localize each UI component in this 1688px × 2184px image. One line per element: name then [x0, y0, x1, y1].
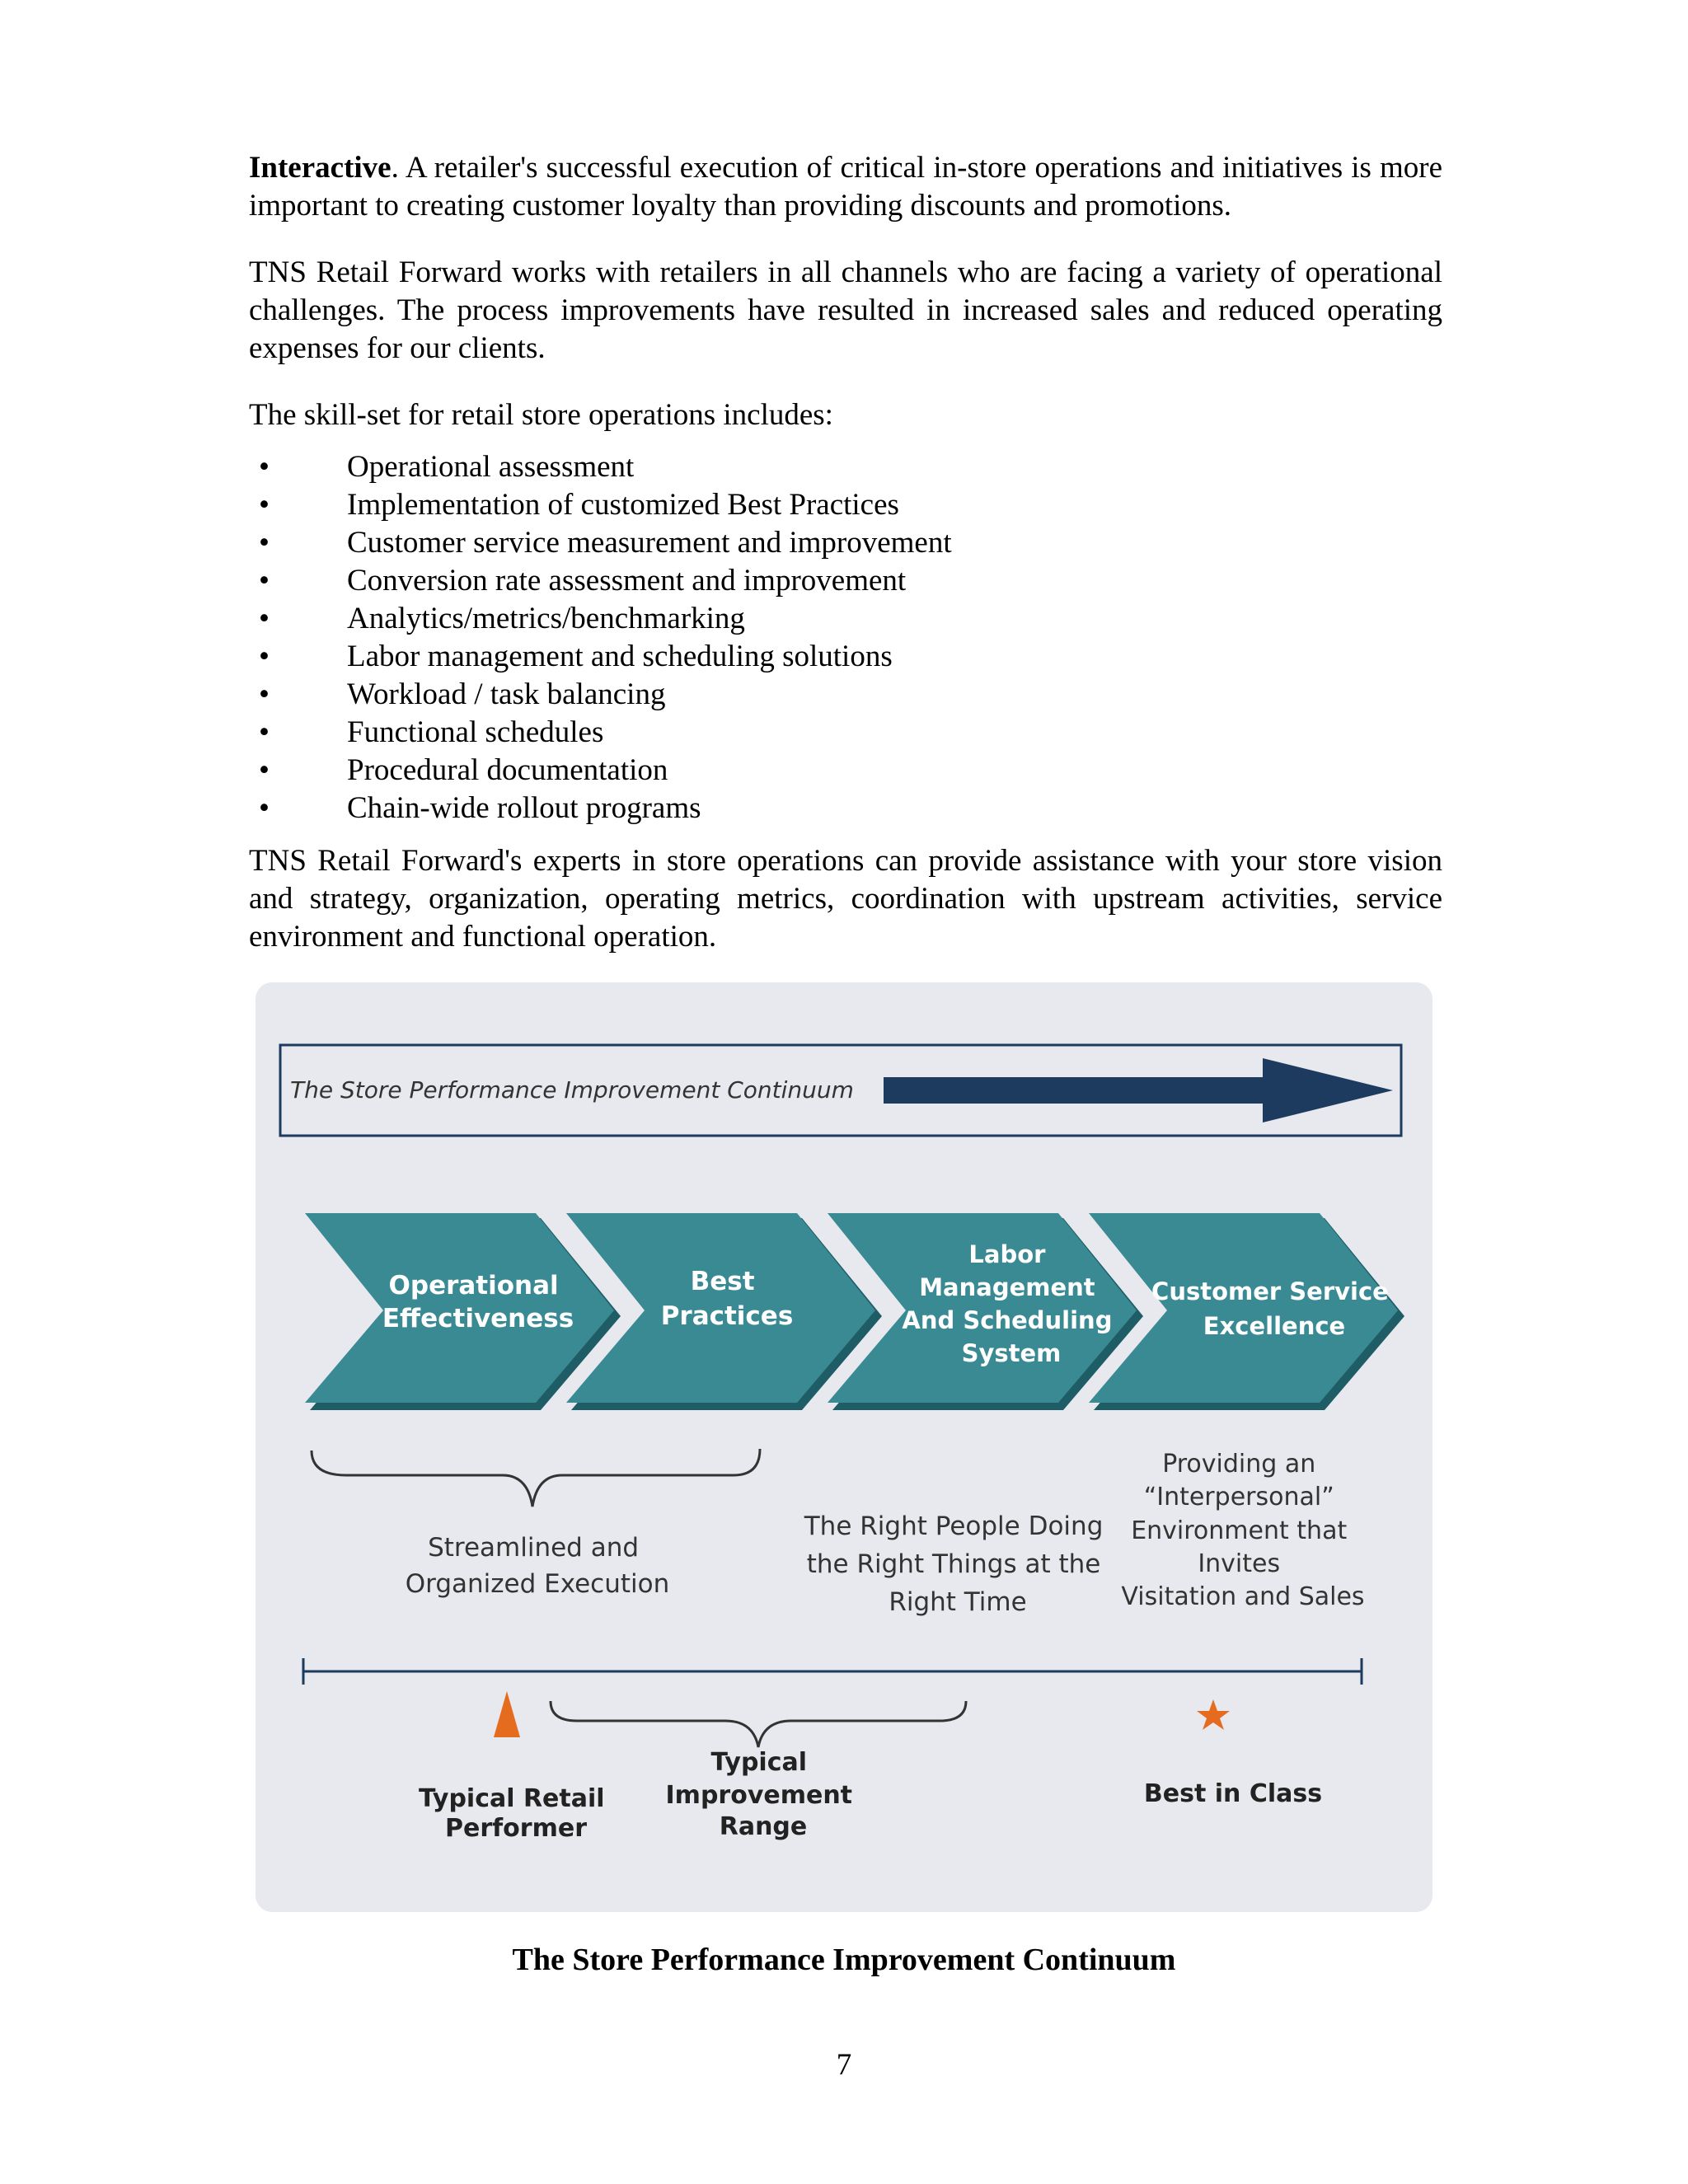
description-line: Environment that	[1131, 1516, 1348, 1545]
description-line: Invites	[1198, 1549, 1281, 1578]
figure-caption: The Store Performance Improvement Continuum	[512, 1943, 1176, 1977]
label-best-in-class	[1144, 1779, 1322, 1808]
label-typical-retail-performer	[419, 1784, 613, 1843]
page-number: 7	[836, 2048, 852, 2082]
skill-list	[249, 448, 952, 827]
marker-label-line: Typical	[710, 1748, 808, 1777]
chevron-label-line: Management	[919, 1273, 1095, 1301]
chevron-label-line: Labor	[968, 1240, 1046, 1268]
description-line: Right Time	[889, 1587, 1027, 1617]
chevron-label-line: System	[961, 1339, 1062, 1367]
description-line: the Right Things at the	[806, 1549, 1101, 1579]
paragraph-lead: Interactive	[249, 151, 392, 185]
chevron-label-line: Customer Service	[1151, 1277, 1389, 1305]
marker-label-line: Typical Retail	[418, 1784, 605, 1813]
list-item: • Functional schedules	[249, 714, 952, 752]
marker-label-line: Best in Class	[1143, 1779, 1323, 1808]
description-line: Providing an	[1162, 1450, 1316, 1479]
list-item: • Labor management and scheduling solutions	[249, 638, 952, 676]
list-item: • Analytics/metrics/benchmarking	[249, 600, 952, 638]
paragraph-experts: TNS Retail Forward's experts in store operations can provide assistance with your store vision and strategy, organization, operating metrics, coordination with upstream activities, service environment and functional operation.	[249, 844, 1442, 954]
paragraph-interactive-text: . A retailer's successful execution of critical in-store operations and initiatives is more important to creating customer loyalty than providing discounts and promotions.	[249, 151, 1442, 223]
paragraph-channels: TNS Retail Forward works with retailers in all channels who are facing a variety of operational challenges. The process improvements have resulted in increased sales and reduced operating expenses for our clients.	[249, 255, 1442, 365]
chevron-label-line: And Scheduling	[902, 1306, 1113, 1334]
figure-background	[256, 982, 1432, 1912]
list-item: • Customer service measurement and improvement	[249, 524, 952, 562]
list-item: • Chain-wide rollout programs	[249, 790, 952, 827]
chevron-label-line: Best	[690, 1267, 755, 1296]
chevron-label-line: Practices	[660, 1301, 794, 1331]
marker-label-line: Range	[719, 1812, 808, 1841]
list-item: • Procedural documentation	[249, 752, 952, 790]
description-line: Streamlined and	[428, 1533, 640, 1563]
marker-label-line: Improvement	[665, 1781, 853, 1810]
continuum-figure	[256, 982, 1432, 1912]
list-item: • Implementation of customized Best Practices	[249, 486, 952, 524]
description-line: The Right People Doing	[804, 1511, 1104, 1541]
list-item: • Workload / task balancing	[249, 676, 952, 714]
chevron-label-line: Excellence	[1203, 1312, 1346, 1340]
banner-title: The Store Performance Improvement Continuum	[290, 1076, 854, 1104]
list-item: • Conversion rate assessment and improvement	[249, 562, 952, 600]
description-line: Organized Execution	[405, 1569, 670, 1599]
marker-label-line: Performer	[445, 1814, 587, 1843]
paragraph-skillset: The skill-set for retail store operations includes:	[249, 398, 833, 432]
list-item: • Operational assessment	[249, 448, 952, 486]
paragraph-interactive	[249, 149, 1442, 225]
description-line: Visitation and Sales	[1121, 1582, 1365, 1611]
chevron-label-line: Effectiveness	[382, 1304, 574, 1333]
chevron-label-line: Operational	[388, 1271, 559, 1301]
description-line: “Interpersonal”	[1143, 1483, 1334, 1511]
